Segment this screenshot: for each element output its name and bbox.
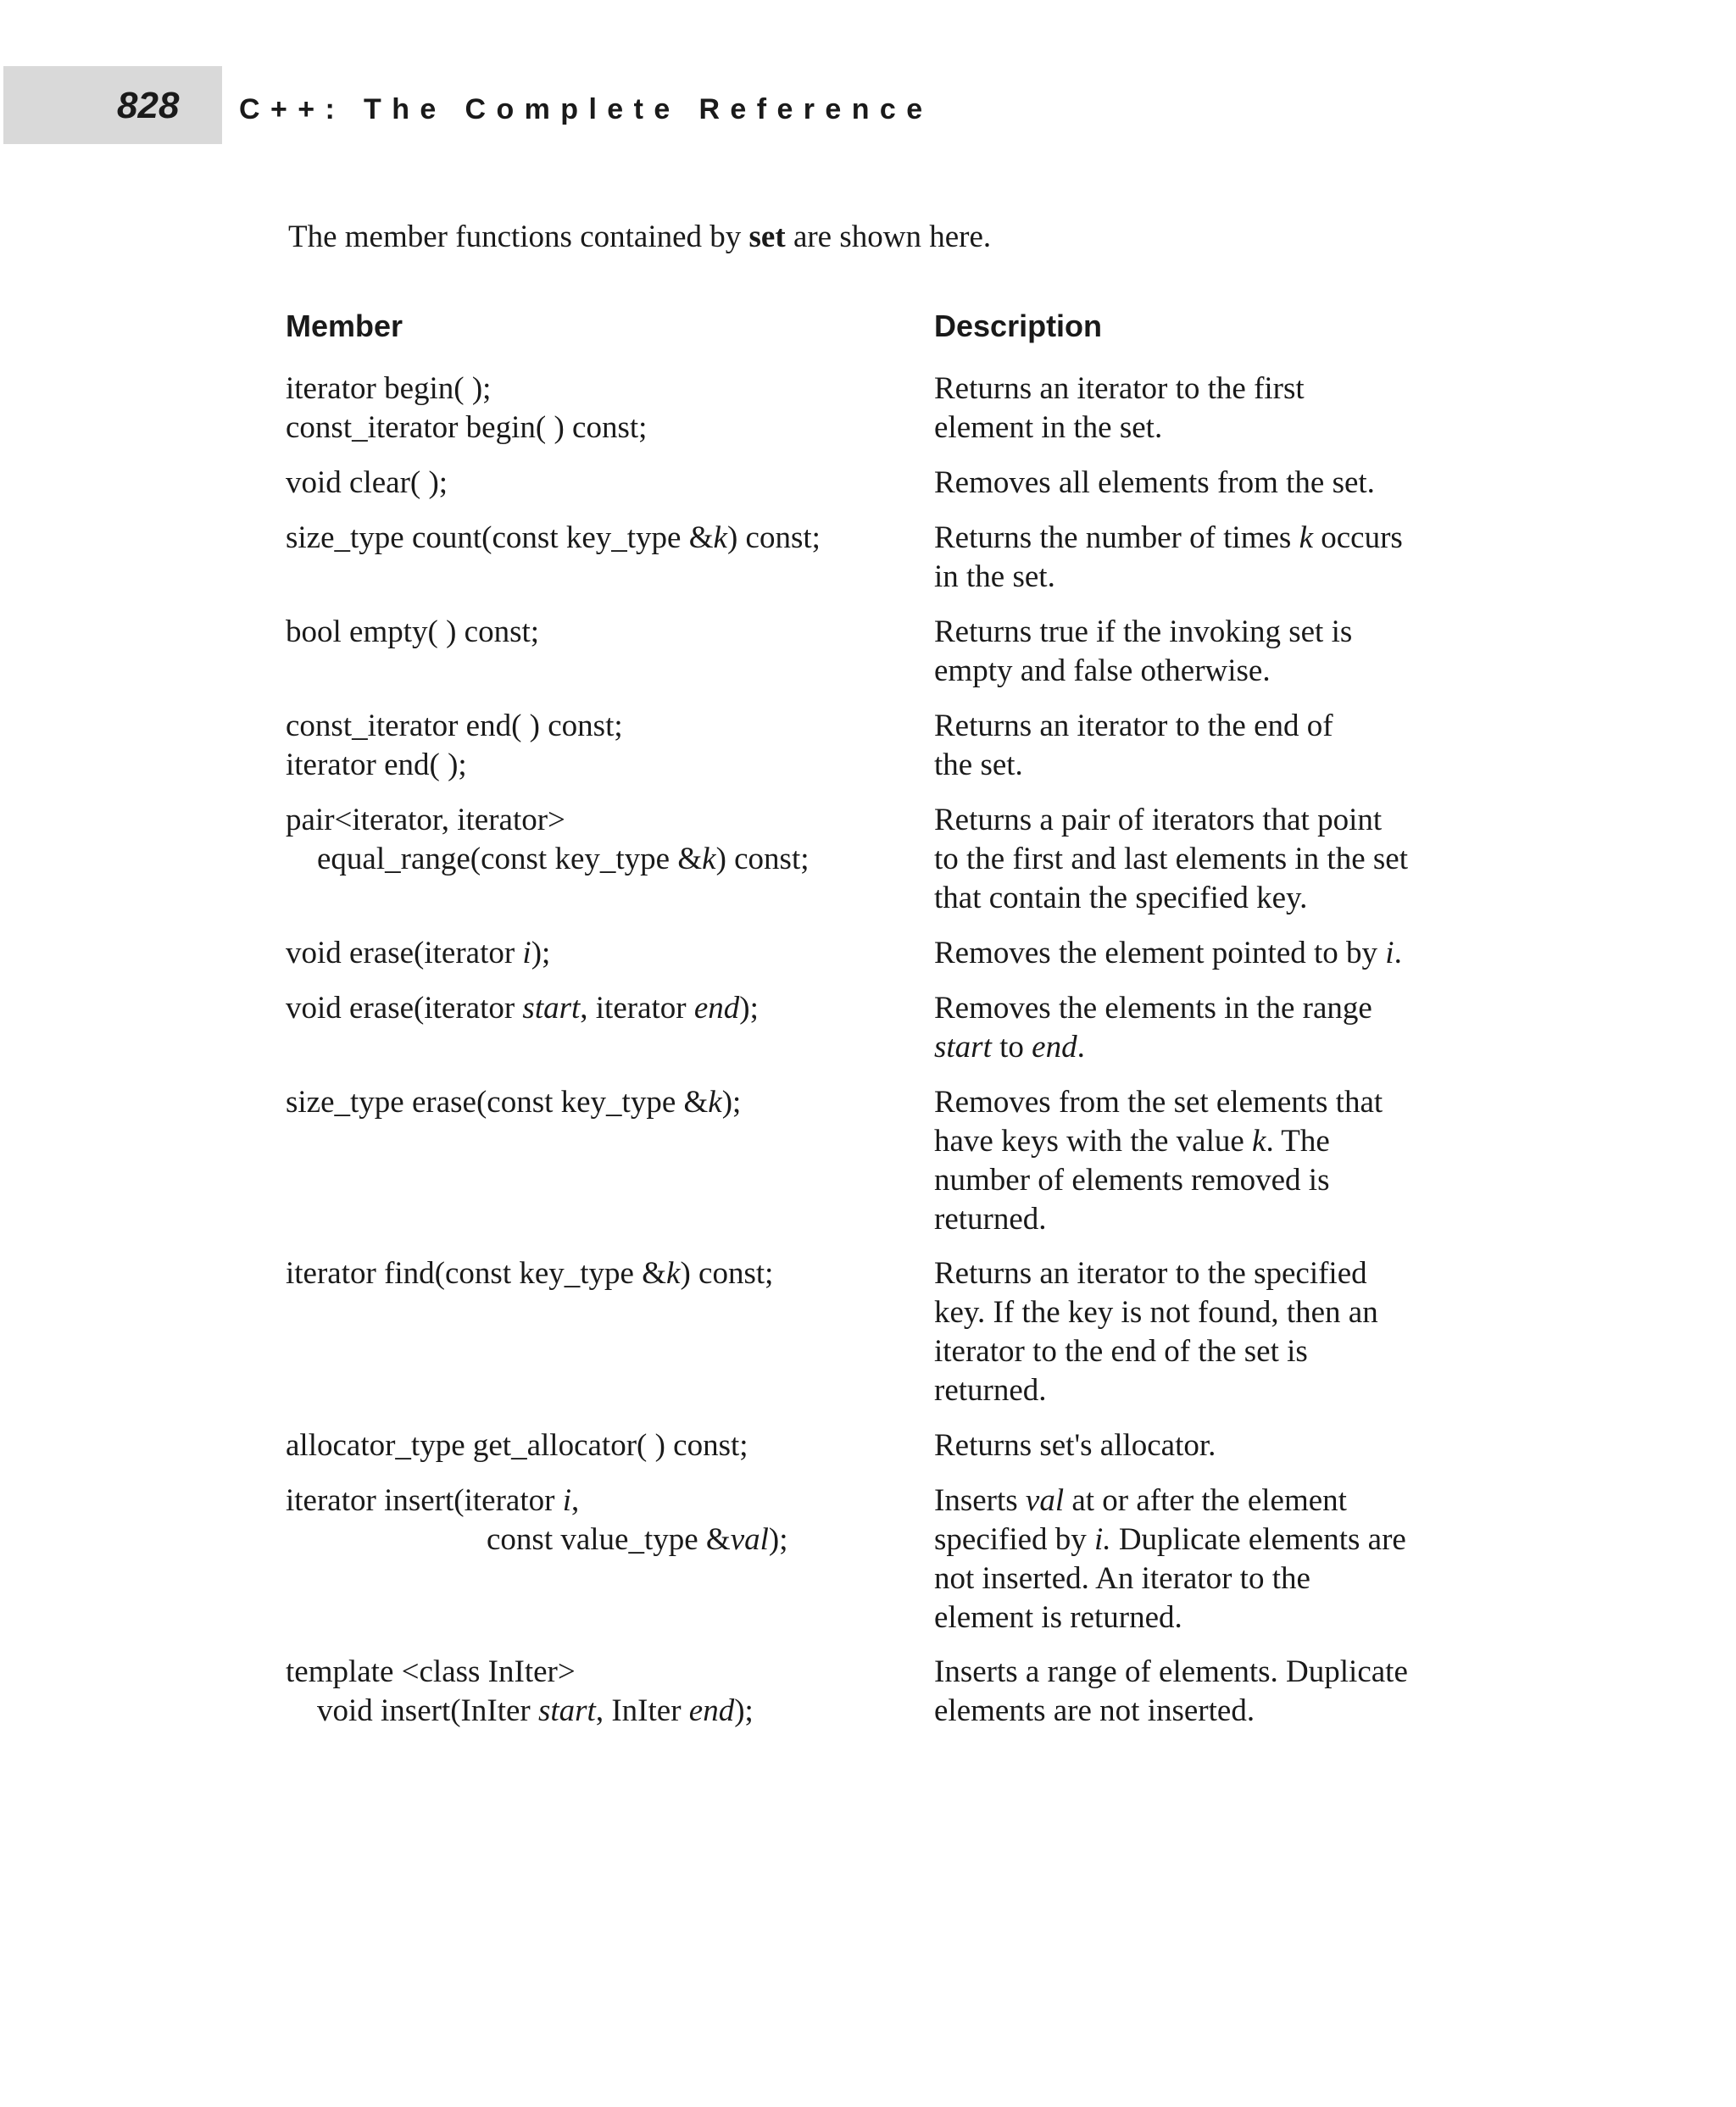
description-cell-line bbox=[934, 801, 1519, 840]
member-cell-text: end bbox=[693, 991, 740, 1026]
description-cell-line bbox=[934, 1482, 1519, 1520]
member-cell-text: template <class InIter> bbox=[286, 1654, 576, 1689]
description-cell-line bbox=[934, 840, 1519, 879]
member-cell-text: iterator begin( ); bbox=[286, 371, 492, 406]
description-cell-text: number of elements removed is bbox=[934, 1163, 1330, 1198]
description-cell-line bbox=[934, 1520, 1519, 1559]
member-cell-text: void erase(iterator bbox=[286, 991, 523, 1026]
description-cell-text: Duplicate elements are bbox=[1110, 1522, 1406, 1557]
description-cell-text: k bbox=[1252, 1124, 1266, 1159]
description-cell-text: end bbox=[1032, 1030, 1077, 1065]
member-cell-text: k bbox=[702, 842, 716, 876]
member-cell-text: ); bbox=[768, 1522, 788, 1557]
member-cell-line bbox=[286, 1254, 913, 1293]
description-cell-text: to the first and last elements in the set bbox=[934, 842, 1408, 876]
member-cell-line bbox=[286, 1083, 913, 1122]
description-cell-text: returned. bbox=[934, 1373, 1047, 1408]
description-cell-line bbox=[934, 1598, 1519, 1637]
description-cell-line bbox=[934, 1028, 1519, 1067]
description-cell-text: k bbox=[1299, 520, 1313, 555]
member-cell-line bbox=[286, 1692, 913, 1731]
description-cell-text: the set. bbox=[934, 748, 1023, 782]
member-cell-text: start bbox=[537, 1693, 596, 1728]
description-cell bbox=[934, 519, 1519, 597]
member-cell-line bbox=[286, 370, 913, 409]
member-cell-text: equal_range(const key_type & bbox=[317, 842, 703, 876]
description-cell-text: element is returned. bbox=[934, 1600, 1182, 1635]
description-cell-text: Removes from the set elements that bbox=[934, 1085, 1383, 1120]
description-cell-line bbox=[934, 613, 1519, 652]
description-cell-text: empty and false otherwise. bbox=[934, 653, 1271, 688]
description-cell-text: . bbox=[1077, 1030, 1085, 1065]
description-cell-text: val bbox=[1025, 1483, 1065, 1518]
member-cell bbox=[286, 370, 913, 448]
description-cell-text: Returns an iterator to the specified bbox=[934, 1256, 1367, 1291]
description-cell-line bbox=[934, 1122, 1519, 1161]
description-cell bbox=[934, 1426, 1519, 1465]
description-cell-text: Returns the number of times bbox=[934, 520, 1299, 555]
member-cell-line bbox=[286, 1426, 913, 1465]
member-cell-line bbox=[286, 519, 913, 558]
intro-text-before: The member functions contained by bbox=[288, 220, 749, 254]
member-cell-line bbox=[286, 801, 913, 840]
description-cell-line bbox=[934, 934, 1519, 973]
member-cell-line bbox=[286, 409, 913, 448]
member-cell bbox=[286, 801, 913, 879]
member-cell-text: ) const; bbox=[680, 1256, 774, 1291]
member-cell bbox=[286, 989, 913, 1028]
page-number-tab bbox=[3, 66, 222, 144]
member-cell-text: ) const; bbox=[726, 520, 821, 555]
description-cell bbox=[934, 370, 1519, 448]
description-cell-line bbox=[934, 1254, 1519, 1293]
description-cell-text: iterator to the end of the set is bbox=[934, 1334, 1308, 1369]
intro-paragraph bbox=[288, 219, 991, 255]
description-cell-line bbox=[934, 1426, 1519, 1465]
description-cell-text: i. bbox=[1094, 1522, 1111, 1557]
member-cell-text: k bbox=[713, 520, 727, 555]
description-cell-text: Removes all elements from the set. bbox=[934, 465, 1375, 500]
description-cell-line bbox=[934, 370, 1519, 409]
member-cell-text: bool empty( ) const; bbox=[286, 614, 540, 649]
description-cell-text: that contain the specified key. bbox=[934, 881, 1308, 915]
description-cell-line bbox=[934, 879, 1519, 918]
member-cell-text: start bbox=[522, 991, 581, 1026]
member-cell-text: i bbox=[522, 936, 531, 970]
description-cell-line bbox=[934, 1200, 1519, 1239]
description-cell bbox=[934, 613, 1519, 691]
member-cell-text: iterator end( ); bbox=[286, 748, 467, 782]
intro-keyword: set bbox=[748, 220, 786, 254]
member-cell bbox=[286, 707, 913, 785]
description-cell-line bbox=[934, 464, 1519, 503]
member-cell bbox=[286, 519, 913, 558]
member-cell-line bbox=[286, 934, 913, 973]
member-cell-text: const_iterator end( ) const; bbox=[286, 709, 623, 743]
member-cell-text: size_type erase(const key_type & bbox=[286, 1085, 709, 1120]
description-cell bbox=[934, 1254, 1519, 1410]
description-cell-text: in the set. bbox=[934, 559, 1055, 594]
description-cell bbox=[934, 1653, 1519, 1731]
member-cell bbox=[286, 1482, 913, 1559]
description-cell bbox=[934, 1482, 1519, 1637]
description-cell-text: . The bbox=[1266, 1124, 1330, 1159]
member-cell-text: i bbox=[562, 1483, 571, 1518]
description-cell-line bbox=[934, 1559, 1519, 1598]
member-cell-text: ); bbox=[739, 991, 759, 1026]
member-cell-line bbox=[286, 840, 913, 879]
description-cell-text: to bbox=[991, 1030, 1032, 1065]
member-cell-text: val bbox=[730, 1522, 769, 1557]
description-cell-text: Returns an iterator to the first bbox=[934, 371, 1305, 406]
member-cell-text: ); bbox=[734, 1693, 754, 1728]
member-cell-line bbox=[286, 1482, 913, 1520]
description-cell-text: Returns a pair of iterators that point bbox=[934, 803, 1383, 837]
description-cell bbox=[934, 1083, 1519, 1239]
member-cell-line bbox=[286, 613, 913, 652]
member-cell-text: , iterator bbox=[580, 991, 694, 1026]
member-cell bbox=[286, 464, 913, 503]
description-cell-text: Returns true if the invoking set is bbox=[934, 614, 1353, 649]
description-cell-text: Removes the element pointed to by bbox=[934, 936, 1386, 970]
member-cell-text: end bbox=[688, 1693, 735, 1728]
member-cell-line bbox=[286, 1653, 913, 1692]
description-cell bbox=[934, 464, 1519, 503]
description-cell-line bbox=[934, 652, 1519, 691]
description-cell-line bbox=[934, 519, 1519, 558]
description-cell-line bbox=[934, 746, 1519, 785]
description-cell-text: key. If the key is not found, then an bbox=[934, 1295, 1378, 1330]
member-cell-text: pair<iterator, iterator> bbox=[286, 803, 565, 837]
description-cell-text: Inserts a range of elements. Duplicate bbox=[934, 1654, 1408, 1689]
member-cell-text: k bbox=[666, 1256, 681, 1291]
member-cell bbox=[286, 1653, 913, 1731]
description-cell-line bbox=[934, 409, 1519, 448]
member-cell-text: , InIter bbox=[595, 1693, 689, 1728]
description-cell-line bbox=[934, 1692, 1519, 1731]
description-cell-text: element in the set. bbox=[934, 410, 1163, 445]
member-cell-text: ); bbox=[531, 936, 551, 970]
member-cell-text: iterator find(const key_type & bbox=[286, 1256, 667, 1291]
description-cell-text: Inserts bbox=[934, 1483, 1026, 1518]
member-cell-text: void erase(iterator bbox=[286, 936, 523, 970]
description-cell bbox=[934, 707, 1519, 785]
description-cell-text: at or after the element bbox=[1064, 1483, 1347, 1518]
description-cell-line bbox=[934, 1653, 1519, 1692]
member-cell-line bbox=[286, 989, 913, 1028]
description-cell-text: Removes the elements in the range bbox=[934, 991, 1372, 1026]
member-cell-text: const_iterator begin( ) const; bbox=[286, 410, 648, 445]
member-cell bbox=[286, 1426, 913, 1465]
member-cell-line bbox=[286, 464, 913, 503]
description-cell-text: Returns an iterator to the end of bbox=[934, 709, 1333, 743]
description-cell bbox=[934, 801, 1519, 918]
description-cell-line bbox=[934, 558, 1519, 597]
description-cell-text: not inserted. An iterator to the bbox=[934, 1561, 1310, 1596]
member-column-header: Member bbox=[286, 309, 403, 343]
description-cell-line bbox=[934, 989, 1519, 1028]
running-title: C++: The Complete Reference bbox=[239, 93, 933, 125]
description-cell-text: elements are not inserted. bbox=[934, 1693, 1255, 1728]
description-cell-text: i bbox=[1385, 936, 1394, 970]
description-cell-text: occurs bbox=[1313, 520, 1403, 555]
member-cell-text: size_type count(const key_type & bbox=[286, 520, 714, 555]
description-cell-line bbox=[934, 1332, 1519, 1371]
member-cell-text: ) const; bbox=[715, 842, 810, 876]
description-cell bbox=[934, 934, 1519, 973]
member-cell-text: void clear( ); bbox=[286, 465, 448, 500]
page-number: 828 bbox=[117, 85, 180, 126]
description-cell-text: specified by bbox=[934, 1522, 1095, 1557]
member-cell-text: , bbox=[570, 1483, 580, 1518]
member-cell-line bbox=[286, 746, 913, 785]
member-cell-line bbox=[286, 707, 913, 746]
member-cell-text: k bbox=[708, 1085, 722, 1120]
description-cell-line bbox=[934, 1293, 1519, 1332]
description-cell-line bbox=[934, 1371, 1519, 1410]
member-cell-text: void insert(InIter bbox=[317, 1693, 538, 1728]
member-cell-text: const value_type & bbox=[487, 1522, 731, 1557]
description-cell-line bbox=[934, 1083, 1519, 1122]
member-cell bbox=[286, 613, 913, 652]
member-cell bbox=[286, 1254, 913, 1293]
description-cell-text: have keys with the value bbox=[934, 1124, 1253, 1159]
member-cell bbox=[286, 934, 913, 973]
member-cell-text: ); bbox=[721, 1085, 742, 1120]
description-cell-text: . bbox=[1394, 936, 1402, 970]
description-cell-text: Returns set's allocator. bbox=[934, 1428, 1216, 1463]
description-cell-line bbox=[934, 1161, 1519, 1200]
description-cell-line bbox=[934, 707, 1519, 746]
member-cell-text: iterator insert(iterator bbox=[286, 1483, 563, 1518]
member-cell bbox=[286, 1083, 913, 1122]
member-cell-text: allocator_type get_allocator( ) const; bbox=[286, 1428, 748, 1463]
description-column-header: Description bbox=[934, 309, 1103, 343]
intro-text-after: are shown here. bbox=[785, 220, 992, 254]
member-cell-line bbox=[286, 1520, 913, 1559]
description-cell-text: returned. bbox=[934, 1202, 1047, 1237]
description-cell-text: start bbox=[934, 1030, 992, 1065]
description-cell bbox=[934, 989, 1519, 1067]
